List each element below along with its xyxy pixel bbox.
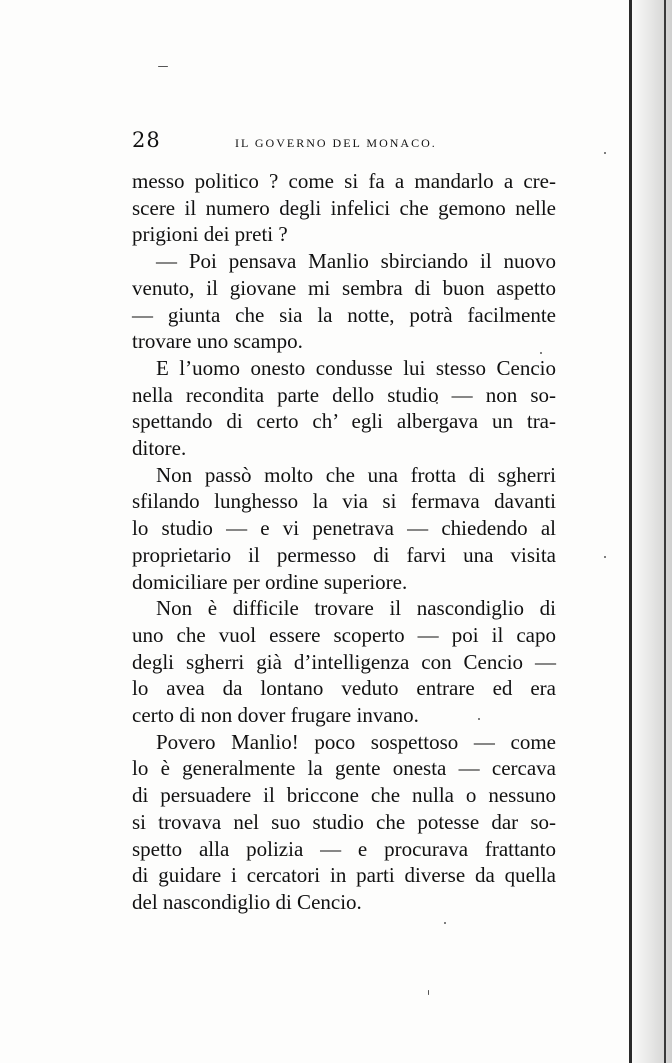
scan-speck: [604, 152, 606, 154]
page-number: 28: [132, 128, 161, 152]
text-line: lo studio — e vi penetrava — chiedendo al: [132, 516, 556, 541]
text-line: spettando di certo ch’ egli albergava un tra-: [132, 409, 556, 434]
text-line: del nascondiglio di Cencio.: [132, 889, 362, 914]
text-line: lo è generalmente la gente onesta — cercava: [132, 756, 556, 781]
page-header: [132, 128, 562, 158]
text-line: si trovava nel suo studio che potesse dar so-: [132, 809, 556, 834]
scan-speck: [444, 922, 446, 924]
running-head: IL GOVERNO DEL MONACO.: [235, 136, 437, 150]
text-line: E l’uomo onesto condusse lui stesso Cencio: [156, 355, 556, 380]
body-text: [132, 168, 556, 916]
text-line: prigioni dei preti ?: [132, 222, 288, 247]
page-edge-line: [629, 0, 632, 1063]
scan-speck: [604, 556, 606, 558]
scan-speck: [428, 990, 429, 995]
text-line: messo politico ? come si fa a mandarlo a cre-: [132, 169, 556, 193]
text-line: Non passò molto che una frotta di sgherri: [156, 462, 556, 487]
text-line: lo avea da lontano veduto entrare ed era: [132, 676, 556, 701]
text-line: di guidare i cercatori in parti diverse da quella: [132, 863, 556, 888]
text-line: Povero Manlio! poco sospettoso — come: [156, 729, 556, 754]
text-line: degli sgherri già d’intelligenza con Cencio —: [132, 649, 556, 674]
text-line: trovare uno scampo.: [132, 329, 303, 354]
text-line: nella recondita parte dello studio — non so-: [132, 382, 556, 407]
text-line: — Poi pensava Manlio sbirciando il nuovo: [156, 249, 556, 274]
text-line: sfilando lunghesso la via si fermava davanti: [132, 489, 556, 514]
page-edge-line-outer: [664, 0, 666, 1063]
text-line: ditore.: [132, 436, 187, 461]
text-line: proprietario il permesso di farvi una visita: [132, 542, 556, 567]
text-line: scere il numero degli infelici che gemono nelle: [132, 195, 556, 220]
text-line: certo di non dover frugare invano.: [132, 703, 419, 728]
text-line: di persuadere il briccone che nulla o nessuno: [132, 783, 556, 808]
text-line: Non è difficile trovare il nascondiglio di: [156, 596, 556, 621]
text-line: venuto, il giovane mi sembra di buon aspetto: [132, 275, 556, 300]
text-line: domiciliare per ordine superiore.: [132, 569, 408, 594]
scan-speck: [158, 66, 168, 67]
text-line: spetto alla polizia — e procurava frattanto: [132, 836, 556, 861]
text-line: uno che vuol essere scoperto — poi il capo: [132, 622, 556, 647]
text-line: — giunta che sia la notte, potrà facilmente: [132, 302, 556, 327]
